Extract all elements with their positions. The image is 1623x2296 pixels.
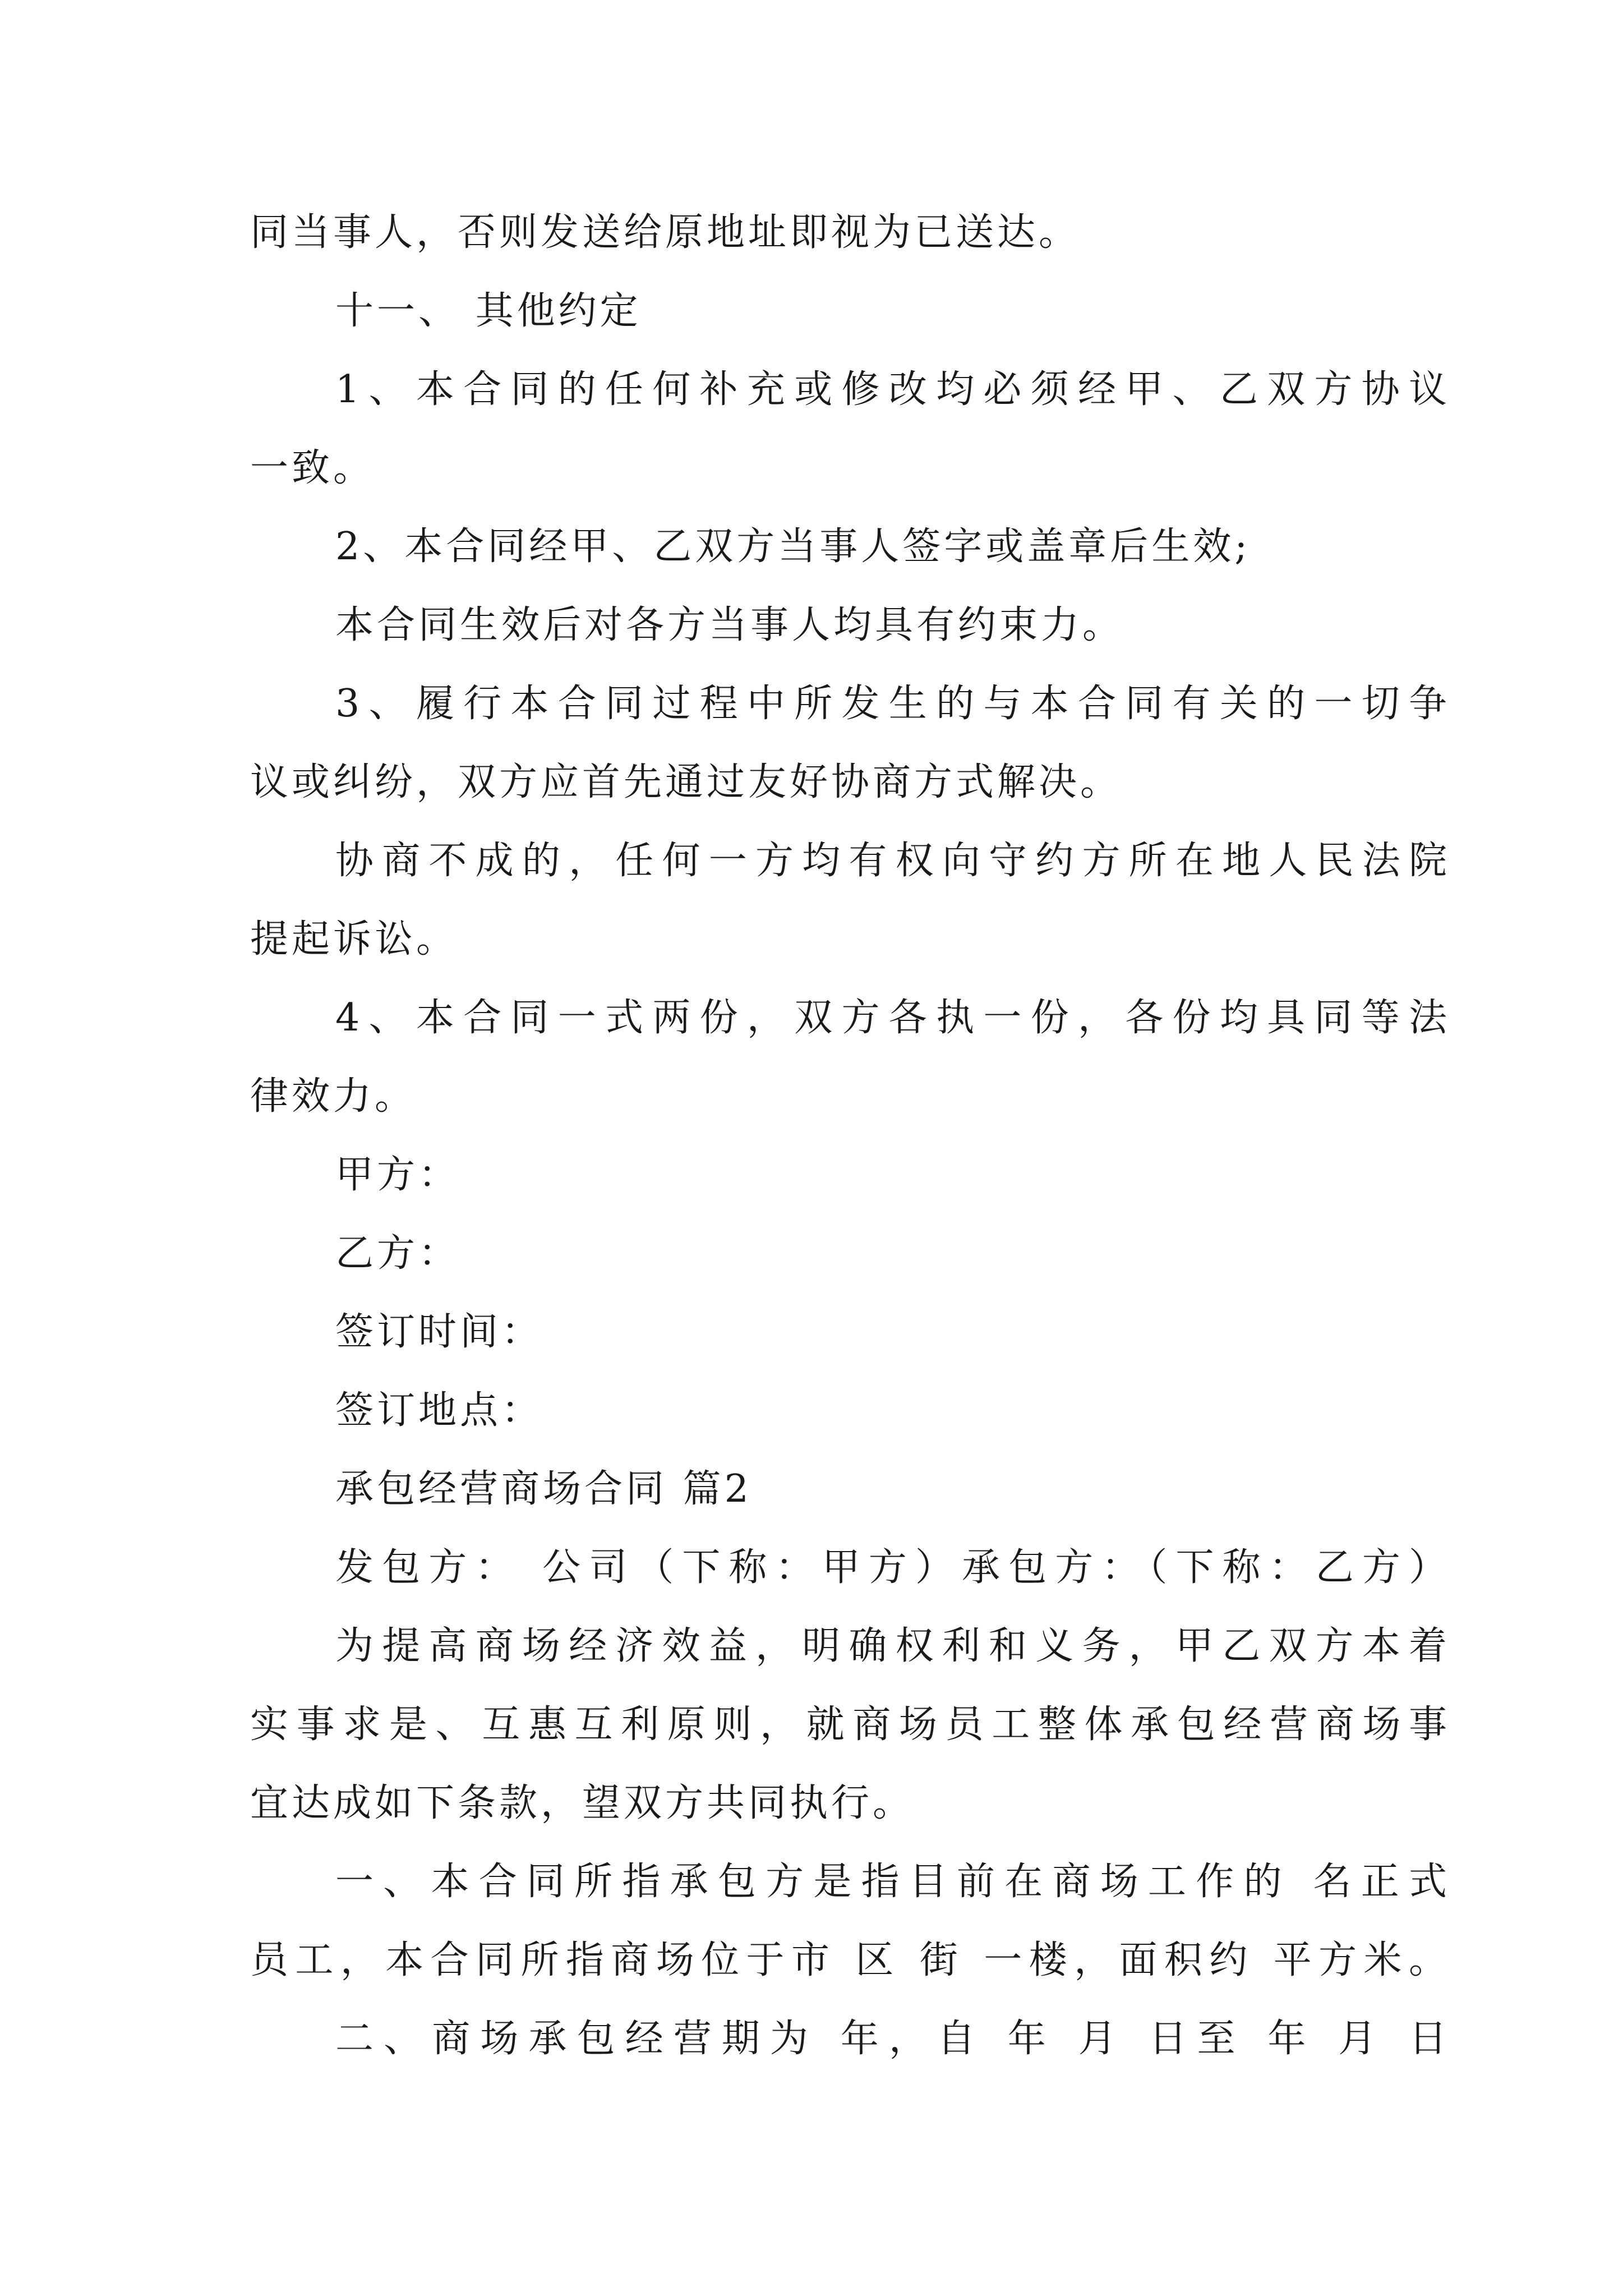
text-line: 实事求是、互惠互利原则，就商场员工整体承包经营商场事 bbox=[250, 1703, 1447, 1747]
text-line: 本合同生效后对各方当事人均具有约束力。 bbox=[335, 603, 1124, 647]
text-line: 议或纠纷，双方应首先通过友好协商方式解决。 bbox=[250, 760, 1122, 804]
text-line: 提起诉讼。 bbox=[250, 917, 458, 961]
text-line: 2、本合同经甲、乙双方当事人签字或盖章后生效; bbox=[335, 524, 1251, 569]
signing-date-field: 签订时间： bbox=[335, 1310, 543, 1354]
text-line: 宜达成如下条款，望双方共同执行。 bbox=[250, 1781, 915, 1825]
contract-title: 承包经营商场合同 篇2 bbox=[335, 1467, 752, 1511]
text-line: 员工，本合同所指商场位于市 区 街 一楼，面积约 平方米。 bbox=[250, 1938, 1447, 1982]
text-line: 律效力。 bbox=[250, 1074, 417, 1119]
text-line: 4、本合同一式两份，双方各执一份，各份均具同等法 bbox=[335, 996, 1447, 1040]
text-line: 同当事人，否则发送给原地址即视为已送达。 bbox=[250, 210, 1081, 255]
section-heading: 十一、 其他约定 bbox=[335, 289, 642, 333]
text-line: 3、履行本合同过程中所发生的与本合同有关的一切争 bbox=[335, 682, 1447, 726]
text-line: 1、本合同的任何补充或修改均必须经甲、乙双方协议 bbox=[335, 367, 1447, 412]
signing-place-field: 签订地点： bbox=[335, 1388, 543, 1433]
text-line: 为提高商场经济效益，明确权利和义务，甲乙双方本着 bbox=[335, 1624, 1447, 1668]
signature-field-party-b: 乙方： bbox=[335, 1231, 460, 1276]
text-line: 发包方： 公司（下称：甲方）承包方：（下称：乙方） bbox=[335, 1545, 1447, 1590]
text-line: 一、本合同所指承包方是指目前在商场工作的 名正式 bbox=[335, 1860, 1447, 1904]
text-line: 二、商场承包经营期为 年，自 年 月 日至 年 月 日 bbox=[335, 2017, 1447, 2061]
signature-field-party-a: 甲方： bbox=[335, 1153, 460, 1197]
text-line: 一致。 bbox=[250, 446, 375, 490]
text-line: 协商不成的，任何一方均有权向守约方所在地人民法院 bbox=[335, 839, 1447, 883]
